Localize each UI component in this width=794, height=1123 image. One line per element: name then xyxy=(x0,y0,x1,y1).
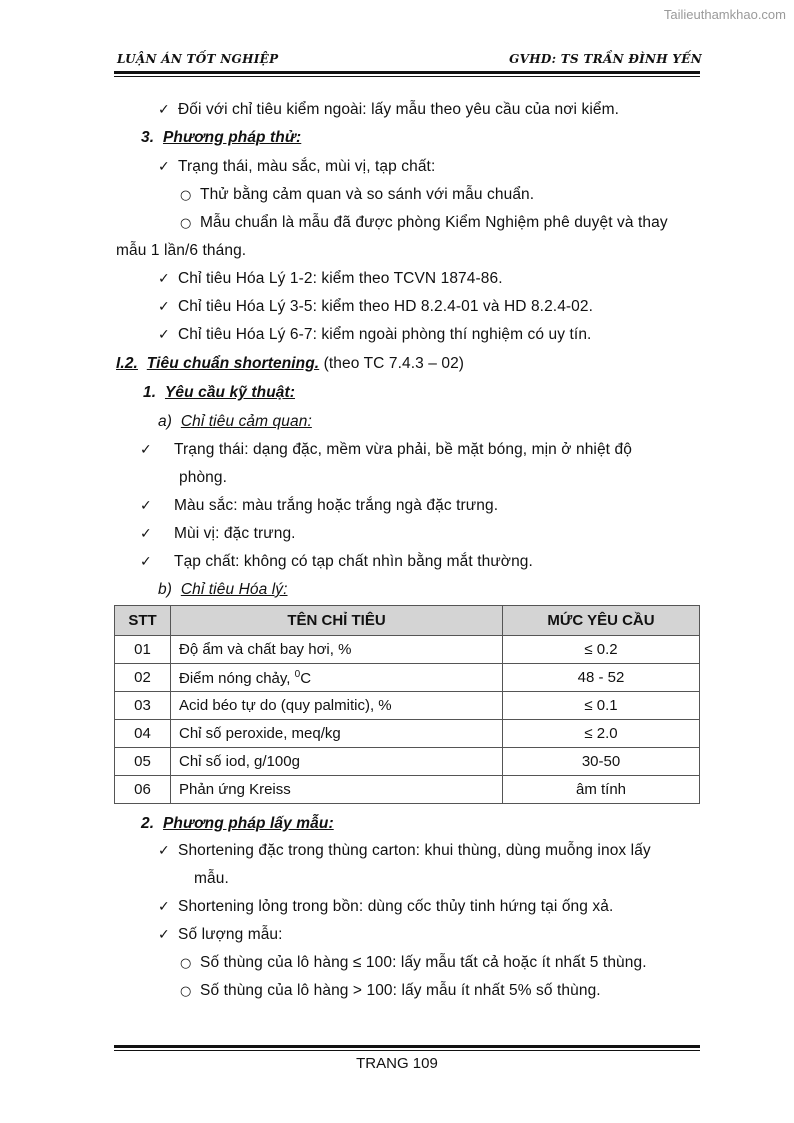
table-row xyxy=(115,748,700,776)
table-cell: ≤ 0.2 xyxy=(503,636,700,664)
table-row xyxy=(115,636,700,664)
heading-sampling-method: 2. Phương pháp lấy mẫu: xyxy=(141,815,334,832)
table-cell: 01 xyxy=(115,636,171,664)
list-item: ✓ Số lượng mẫu: xyxy=(158,926,283,943)
table-cell: 06 xyxy=(115,776,171,804)
list-item: ○ Thử bằng cảm quan và so sánh với mẫu chuẩn. xyxy=(180,186,535,203)
check-mark-icon: ✓ xyxy=(140,498,152,514)
list-item: ✓ Trạng thái: dạng đặc, mềm vừa phải, bề mặt bóng, mịn ở nhiệt độ xyxy=(140,441,632,458)
check-mark-icon: ✓ xyxy=(158,327,170,343)
table-row xyxy=(115,776,700,804)
check-mark-icon: ✓ xyxy=(140,526,152,542)
hollow-circle-icon: ○ xyxy=(180,984,192,999)
table-row xyxy=(115,692,700,720)
table-cell: Chỉ số iod, g/100g xyxy=(171,748,503,776)
check-mark-icon: ✓ xyxy=(158,102,170,118)
table-cell: ≤ 2.0 xyxy=(503,720,700,748)
list-item: ✓ Màu sắc: màu trắng hoặc trắng ngà đặc trưng. xyxy=(140,497,499,514)
section-heading-shortening: I.2. Tiêu chuẩn shortening. (theo TC 7.4.3 – 02) xyxy=(116,355,465,372)
list-item: ○ Số thùng của lô hàng > 100: lấy mẫu ít nhất 5% số thùng. xyxy=(180,982,601,999)
table-cell: 48 - 52 xyxy=(503,664,700,692)
header-rule xyxy=(114,71,700,77)
table-cell: Điểm nóng chảy, $^0$C xyxy=(171,664,503,692)
check-mark-icon: ✓ xyxy=(158,927,170,943)
heading-test-method: 3. Phương pháp thử: xyxy=(141,129,302,146)
table-cell: ≤ 0.1 xyxy=(503,692,700,720)
check-mark-icon: ✓ xyxy=(140,442,152,458)
footer-rule xyxy=(114,1045,700,1051)
check-mark-icon: ✓ xyxy=(158,899,170,915)
header-thesis-title: LUẬN ÁN TỐT NGHIỆP xyxy=(117,52,279,66)
list-item: ✓ Chỉ tiêu Hóa Lý 6-7: kiểm ngoài phòng thí nghiệm có uy tín. xyxy=(158,326,592,343)
list-item-continuation: mẫu 1 lần/6 tháng. xyxy=(116,242,247,259)
list-item: ✓ Tạp chất: không có tạp chất nhìn bằng mắt thường. xyxy=(140,553,533,570)
table-cell: 05 xyxy=(115,748,171,776)
list-item-continuation: phòng. xyxy=(179,469,228,486)
hollow-circle-icon: ○ xyxy=(180,956,192,971)
subheading-sensory: a) Chỉ tiêu cảm quan: xyxy=(158,413,312,430)
check-mark-icon: ✓ xyxy=(158,843,170,859)
list-item: ○ Mẫu chuẩn là mẫu đã được phòng Kiểm Nghiệm phê duyệt và thay xyxy=(180,214,668,231)
check-mark-icon: ✓ xyxy=(158,271,170,287)
list-item-continuation: mẫu. xyxy=(194,870,229,887)
table-cell: Phản ứng Kreiss xyxy=(171,776,503,804)
table-header-row xyxy=(115,606,700,636)
table-row xyxy=(115,720,700,748)
column-header: TÊN CHỈ TIÊU xyxy=(171,606,503,636)
table-cell: 03 xyxy=(115,692,171,720)
table-row xyxy=(115,664,700,692)
table-cell: Chỉ số peroxide, meq/kg xyxy=(171,720,503,748)
check-mark-icon: ✓ xyxy=(158,159,170,175)
spec-table xyxy=(114,605,700,804)
list-item: ✓ Đối với chỉ tiêu kiểm ngoài: lấy mẫu theo yêu cầu của nơi kiểm. xyxy=(158,101,620,118)
list-item: ○ Số thùng của lô hàng ≤ 100: lấy mẫu tất cả hoặc ít nhất 5 thùng. xyxy=(180,954,647,971)
column-header: STT xyxy=(115,606,171,636)
watermark: Tailieuthamkhao.com xyxy=(663,7,786,22)
subheading-physicochemical: b) Chỉ tiêu Hóa lý: xyxy=(158,581,288,598)
list-item: ✓ Chỉ tiêu Hóa Lý 3-5: kiểm theo HD 8.2.4-01 và HD 8.2.4-02. xyxy=(158,298,594,315)
list-item: ✓ Shortening đặc trong thùng carton: khui thùng, dùng muỗng inox lấy xyxy=(158,842,651,859)
table-cell: Độ ẩm và chất bay hơi, % xyxy=(171,636,503,664)
column-header: MỨC YÊU CẦU xyxy=(503,606,700,636)
table-cell: 02 xyxy=(115,664,171,692)
table-cell: Acid béo tự do (quy palmitic), % xyxy=(171,692,503,720)
table-cell: 30-50 xyxy=(503,748,700,776)
hollow-circle-icon: ○ xyxy=(180,216,192,231)
table-cell: âm tính xyxy=(503,776,700,804)
check-mark-icon: ✓ xyxy=(140,554,152,570)
header-advisor: GVHD: TS TRẦN ĐÌNH YẾN xyxy=(509,52,702,66)
list-item: ✓ Trạng thái, màu sắc, mùi vị, tạp chất: xyxy=(158,158,436,175)
hollow-circle-icon: ○ xyxy=(180,188,192,203)
list-item: ✓ Mùi vị: đặc trưng. xyxy=(140,525,296,542)
list-item: ✓ Chỉ tiêu Hóa Lý 1-2: kiểm theo TCVN 1874-86. xyxy=(158,270,503,287)
page-number: TRANG 109 xyxy=(356,1055,438,1072)
table-cell: 04 xyxy=(115,720,171,748)
check-mark-icon: ✓ xyxy=(158,299,170,315)
list-item: ✓ Shortening lỏng trong bồn: dùng cốc thủy tinh hứng tại ống xả. xyxy=(158,898,614,915)
heading-technical-requirements: 1. Yêu cầu kỹ thuật: xyxy=(143,384,296,401)
